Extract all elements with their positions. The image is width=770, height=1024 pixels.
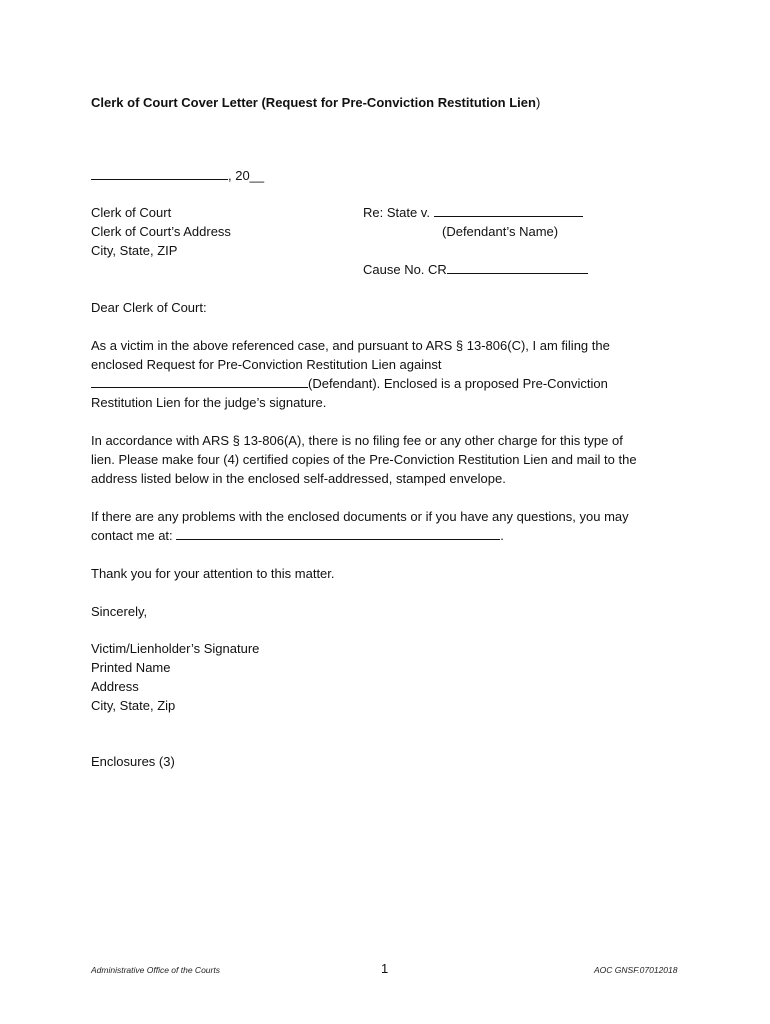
contact-info-blank[interactable] bbox=[176, 527, 500, 540]
document-title bbox=[91, 95, 540, 110]
re-label: Re: State v. bbox=[363, 205, 434, 220]
defendant-name-label: (Defendant’s Name) bbox=[442, 224, 559, 239]
cause-line bbox=[363, 260, 588, 279]
signature-line-3: Address bbox=[91, 679, 139, 694]
page-number: 1 bbox=[381, 961, 389, 976]
thanks-line: Thank you for your attention to this matter. bbox=[91, 566, 335, 581]
contact-period: . bbox=[500, 528, 504, 543]
defendant-blank[interactable] bbox=[91, 375, 308, 388]
signature-line-4: City, State, Zip bbox=[91, 698, 176, 713]
document-title-text: Clerk of Court Cover Letter (Request for Pre-Conviction Restitution Lien bbox=[91, 95, 536, 110]
paragraph-1-line-3-text: (Defendant). Enclosed is a proposed Pre-Conviction bbox=[308, 376, 608, 391]
date-blank[interactable] bbox=[91, 167, 228, 180]
cause-label: Cause No. CR bbox=[363, 262, 447, 277]
document-title-close-paren: ) bbox=[535, 95, 541, 110]
paragraph-1-line-3 bbox=[91, 374, 608, 393]
salutation: Dear Clerk of Court: bbox=[91, 300, 207, 315]
date-year-suffix: , 20__ bbox=[228, 168, 265, 183]
paragraph-3-line-2 bbox=[91, 526, 504, 545]
signature-line-1: Victim/Lienholder’s Signature bbox=[91, 641, 260, 656]
paragraph-2-line-1: In accordance with ARS § 13-806(A), there is no filing fee or any other charge for this type of bbox=[91, 433, 623, 448]
paragraph-2-line-2: lien. Please make four (4) certified copies of the Pre-Conviction Restitution Lien and mail to the bbox=[91, 452, 637, 467]
recipient-line-3: City, State, ZIP bbox=[91, 243, 178, 258]
footer-left: Administrative Office of the Courts bbox=[91, 965, 220, 975]
re-line bbox=[363, 203, 583, 222]
contact-label: contact me at: bbox=[91, 528, 177, 543]
signature-line-2: Printed Name bbox=[91, 660, 171, 675]
footer-right: AOC GNSF.07012018 bbox=[594, 965, 678, 975]
paragraph-1-line-2: enclosed Request for Pre-Conviction Restitution Lien against bbox=[91, 357, 442, 372]
recipient-line-1: Clerk of Court bbox=[91, 205, 172, 220]
recipient-line-2: Clerk of Court’s Address bbox=[91, 224, 231, 239]
cause-number-blank[interactable] bbox=[447, 261, 588, 274]
paragraph-1-line-1: As a victim in the above referenced case, and pursuant to ARS § 13-806(C), I am filing the bbox=[91, 338, 610, 353]
closing: Sincerely, bbox=[91, 604, 148, 619]
paragraph-2-line-3: address listed below in the enclosed self-addressed, stamped envelope. bbox=[91, 471, 506, 486]
enclosures: Enclosures (3) bbox=[91, 754, 175, 769]
paragraph-3-line-1: If there are any problems with the enclosed documents or if you have any questions, you may bbox=[91, 509, 629, 524]
date-line bbox=[91, 166, 264, 185]
paragraph-1-line-4: Restitution Lien for the judge’s signature. bbox=[91, 395, 327, 410]
defendant-name-blank[interactable] bbox=[434, 204, 583, 217]
